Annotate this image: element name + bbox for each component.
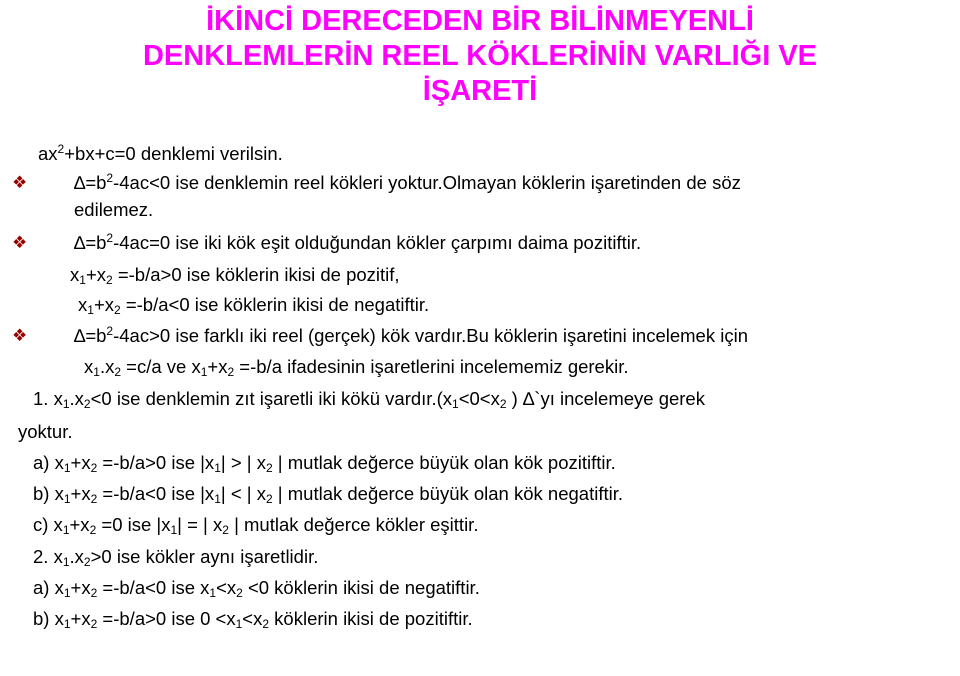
case-1b: b) $x_1+x_2 =-b/a<0$ ise $|x_1|$ < | $x_2$ | mutlak değerce büyük olan kök negatiftir. <box>33 483 623 506</box>
sum-negative: $x_1+x_2 =-b/a<0$ ise köklerin ikisi de negatiftir. <box>78 294 430 317</box>
slide-title <box>0 4 960 109</box>
title-line-3: İŞARETİ <box>422 75 538 107</box>
case-2: 2. $x_1.x_2>0$ ise kökler aynı işaretlidir. <box>33 546 319 569</box>
title-line-1: İKİNCİ DERECEDEN BİR BİLİNMEYENLİ <box>206 5 754 37</box>
diamond-bullet-icon: ❖ <box>12 173 28 192</box>
title-line-2: DENKLEMLERİN REEL KÖKLERİNİN VARLIĞI VE <box>142 40 818 72</box>
case-1c: c) $x_1+x_2 =0$ ise $|x_1|$ = | $x_2$ | mutlak değerce kökler eşittir. <box>33 514 479 537</box>
product-sum-line: $x_1.x_2 =c/a$ ve $x_1+x_2 =-b/a$ ifadesinin işaretlerini incelememiz gerekir. <box>84 356 629 379</box>
equation-intro: $ax^2+bx+c=0$ denklemi verilsin. <box>38 142 283 164</box>
case-1-cont: yoktur. <box>18 421 73 442</box>
diamond-bullet-icon: ❖ <box>12 233 28 252</box>
case-1a: a) $x_1+x_2 =-b/a>0$ ise $|x_1|$ > | $x_2$ | mutlak değerce büyük olan kök pozitiftir. <box>33 452 616 475</box>
case-2b: b) $x_1+x_2 =-b/a>0$ ise $0 <x_1<x_2$ köklerin ikisi de pozitiftir. <box>33 608 473 631</box>
discriminant-zero: $\Delta=b^2-4ac=0$ ise iki kök eşit olduğundan kökler çarpımı daima pozitiftir. <box>74 231 642 253</box>
discriminant-positive: $\Delta=b^2-4ac>0$ ise farklı iki reel (gerçek) kök vardır.Bu köklerin işaretini incelemek için <box>74 324 748 346</box>
diamond-bullet-icon: ❖ <box>12 326 28 345</box>
case-1: 1. $x_1.x_2<0$ ise denklemin zıt işaretli iki kökü $vardır.(x_1<0<x_2$ ) ∆`yı incelemeye gerek <box>33 388 705 411</box>
discriminant-negative-cont: edilemez. <box>74 199 154 220</box>
sum-positive: $x_1+x_2 =-b/a>0$ ise köklerin ikisi de pozitif, <box>70 264 400 287</box>
discriminant-negative: $\Delta=b^2-4ac<0$ ise denklemin reel kökleri yoktur.Olmayan köklerin işaretinden de söz <box>74 171 741 193</box>
case-2a: a) $x_1+x_2 =-b/a<0$ ise $x_1<x_2 <0$ köklerin ikisi de negatiftir. <box>33 577 480 600</box>
